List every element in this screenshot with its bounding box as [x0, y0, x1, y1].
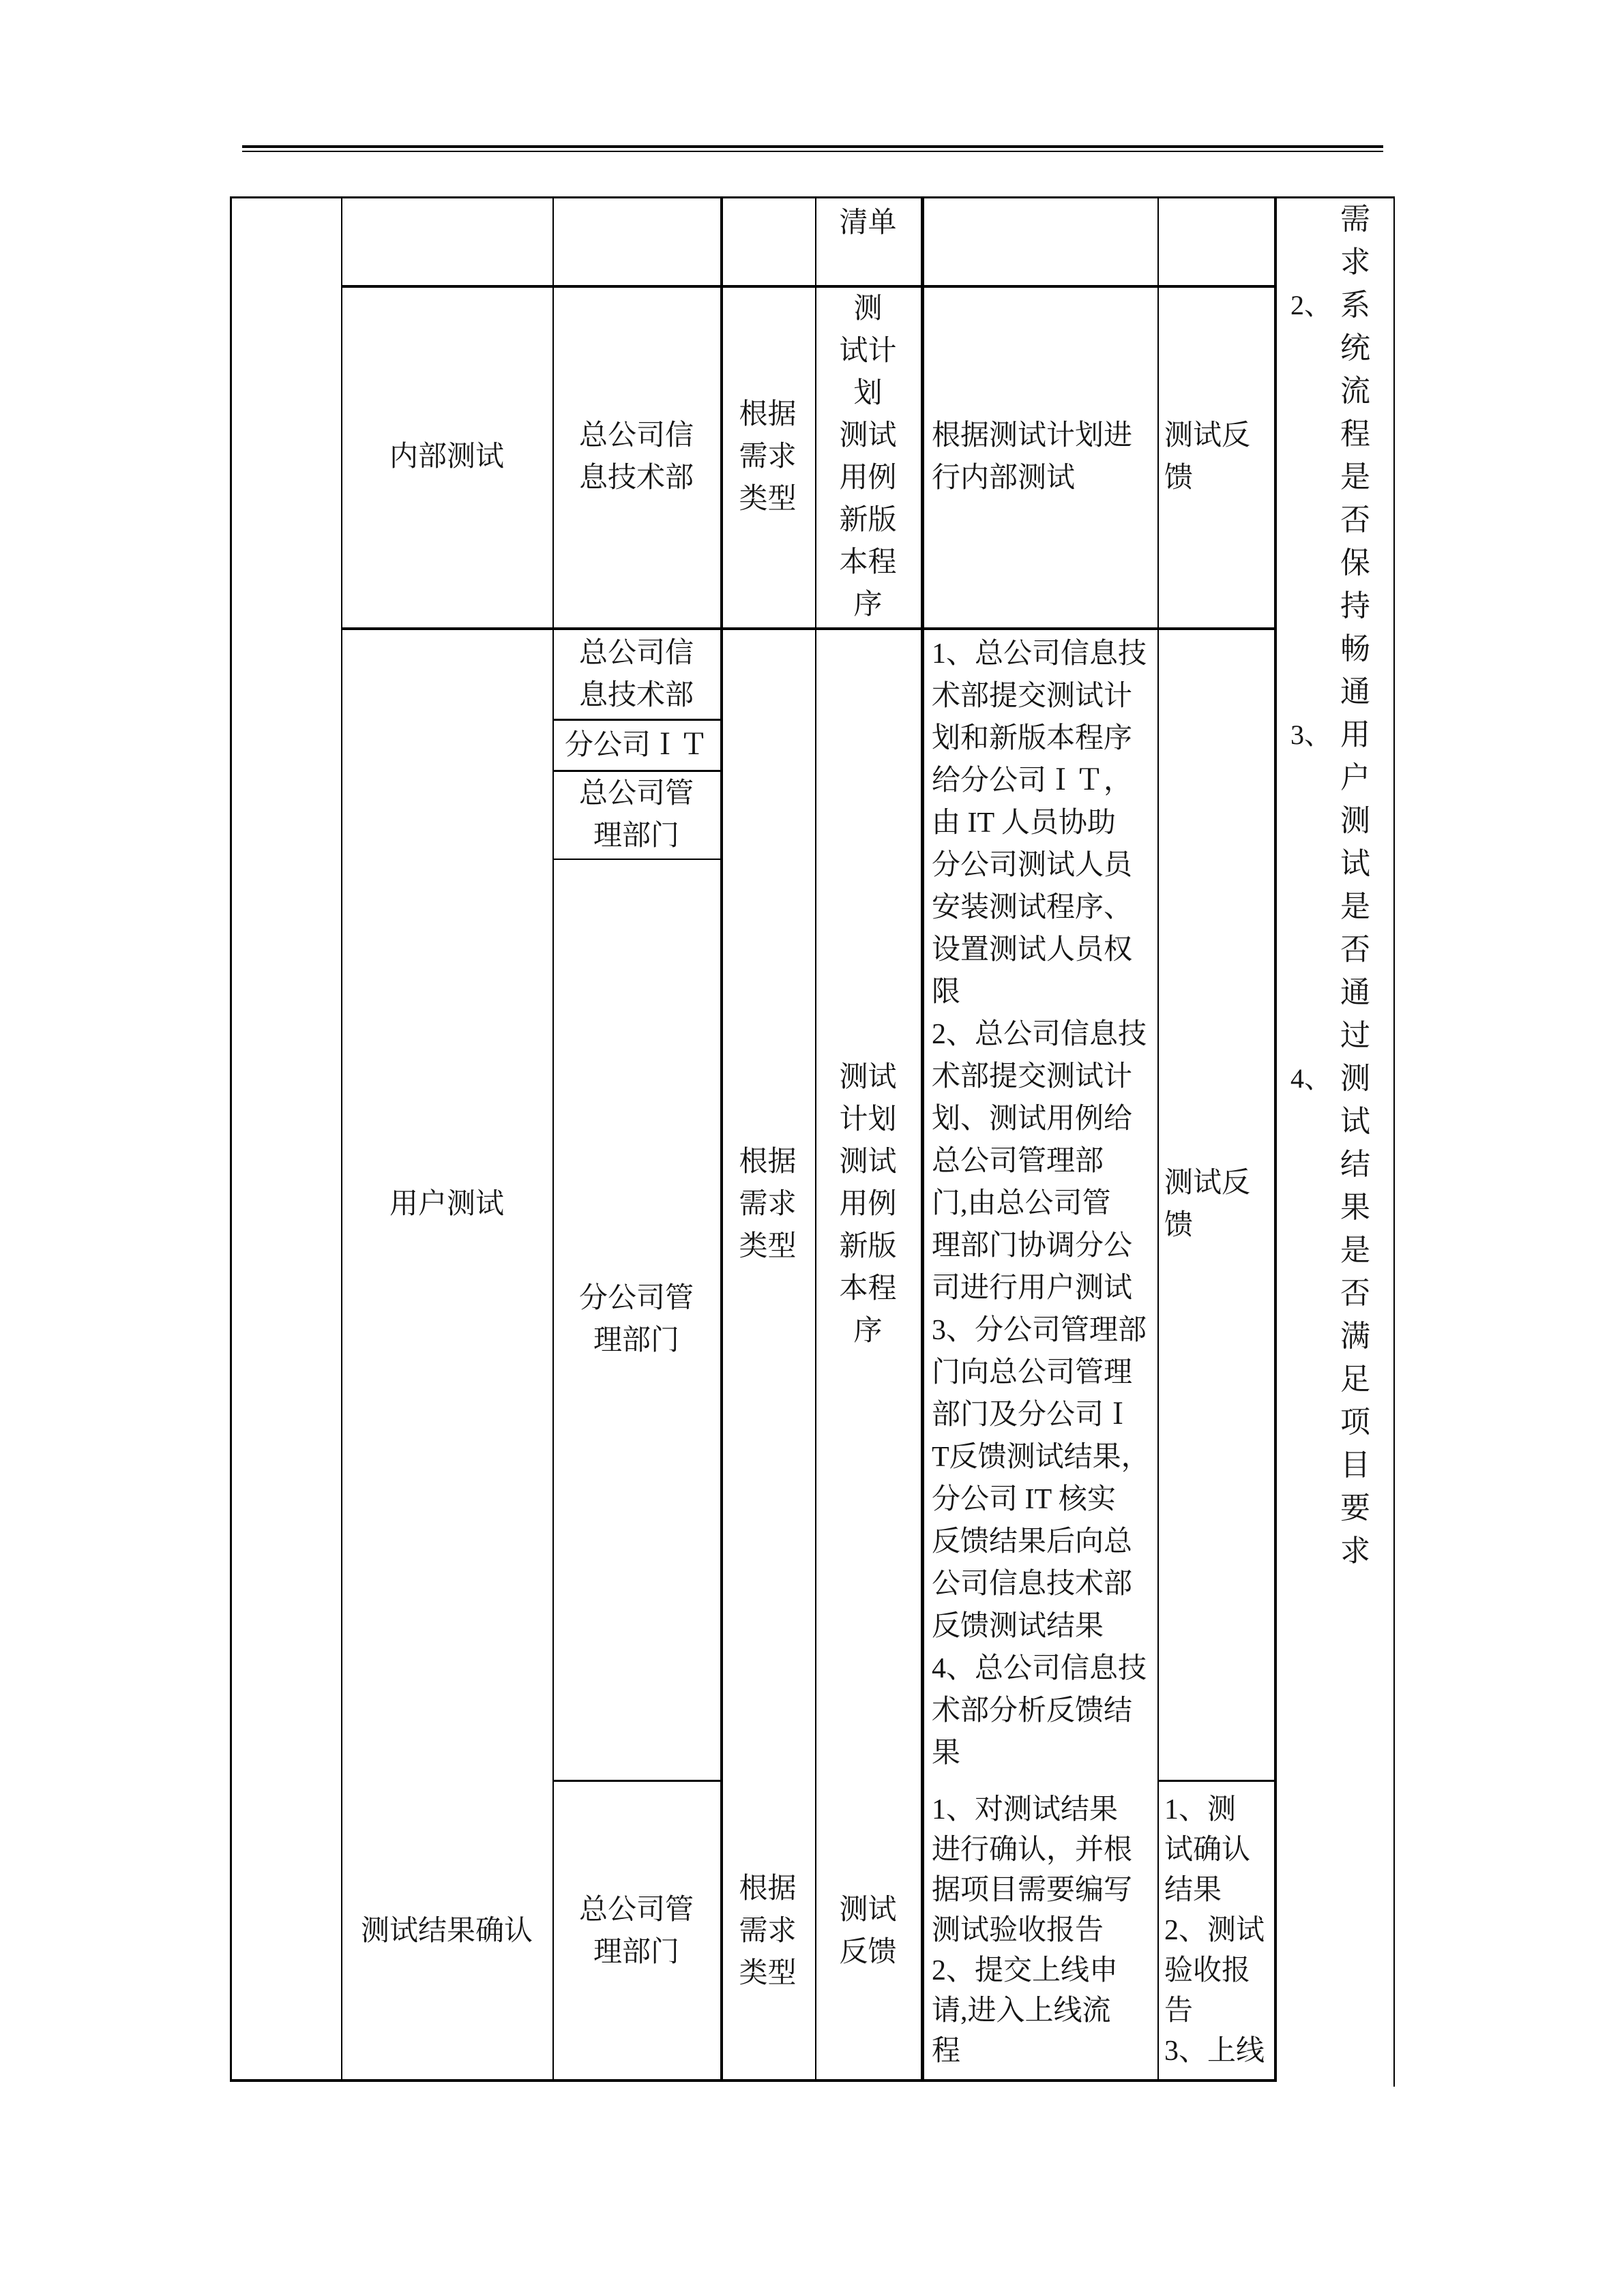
department-line: 息技术部: [578, 462, 694, 494]
output-line: 结果: [1164, 1875, 1222, 1906]
checkpoint-line: [1277, 1186, 1393, 1229]
checkpoint-line: [1277, 1014, 1393, 1057]
input-line: 本程: [839, 1273, 897, 1304]
output-line: 馈: [1164, 1210, 1194, 1241]
description-line: 术部提交测试计: [932, 1061, 1133, 1092]
description-line: 门向总公司管理: [932, 1357, 1133, 1388]
output-line: 1、测: [1164, 1794, 1237, 1825]
checkpoint-char: 通: [1340, 675, 1370, 709]
description-line: 请,进入上线流: [932, 1995, 1111, 2027]
description-line: 进行确认，并根: [932, 1834, 1133, 1866]
checkpoint-char: 畅: [1340, 632, 1370, 666]
checkpoint-char: 目: [1340, 1448, 1370, 1482]
checkpoint-line: [1277, 1057, 1393, 1100]
description-line: 果: [932, 1738, 961, 1769]
cell-department-user-test-hq-it: [554, 630, 719, 719]
description-line: 限: [932, 976, 961, 1008]
checkpoint-char: 结: [1340, 1148, 1370, 1181]
input-line: 计划: [839, 1104, 897, 1135]
description-line: 安装测试程序、: [932, 892, 1133, 923]
checkpoint-char: 足: [1340, 1362, 1370, 1396]
cell-department-user-test-branch-it: [554, 721, 719, 769]
grid-line: [1393, 196, 1395, 2087]
department-line: 总公司管: [578, 1894, 694, 1926]
department-line: 总公司信: [578, 638, 694, 669]
input-line: 序: [853, 1315, 883, 1347]
cell-input-result-confirm: [816, 1783, 919, 2079]
checkpoint-line: [1277, 627, 1393, 670]
basis-line: 类型: [739, 1957, 797, 1989]
department-line: 分公司管: [578, 1283, 694, 1314]
cell-basis-user-test: [722, 630, 814, 1778]
description-line: 1、总公司信息技: [932, 638, 1147, 670]
input-line: 试计: [839, 336, 897, 367]
description-line: 行内部测试: [932, 462, 1076, 494]
checkpoint-line: [1277, 799, 1393, 842]
output-line: 验收报: [1164, 1955, 1251, 1986]
cell-department-user-test-hq-mgmt: [554, 772, 719, 858]
description-line: 反馈测试结果: [932, 1611, 1104, 1642]
input-line: 划: [853, 378, 883, 409]
cell-basis-internal-test: [722, 288, 814, 626]
checkpoint-char: 试: [1340, 847, 1370, 880]
checkpoint-char: 通: [1340, 976, 1370, 1009]
checkpoint-line: [1277, 327, 1393, 370]
department-line: 理部门: [593, 1936, 679, 1968]
department-line: 分公司ＩＴ: [564, 730, 708, 761]
cell-description-internal-test: [924, 288, 1155, 626]
checkpoint-char: 用: [1340, 718, 1370, 751]
checkpoint-char: 流: [1340, 374, 1370, 408]
description-line: 总公司管理部: [932, 1146, 1104, 1177]
cell-output-result-confirm: [1159, 1783, 1273, 2079]
description-line: 门,由总公司管: [932, 1188, 1111, 1219]
checkpoint-number: 3、: [1290, 719, 1331, 750]
checkpoint-line: [1277, 198, 1393, 241]
checkpoint-number: 4、: [1290, 1063, 1331, 1094]
checkpoint-char: 求: [1340, 245, 1370, 279]
checkpoint-line: [1277, 241, 1393, 284]
description-line: 部门及分公司Ｉ: [932, 1399, 1133, 1431]
checkpoint-char: 过: [1340, 1019, 1370, 1052]
checkpoint-line: [1277, 1401, 1393, 1444]
description-line: 司进行用户测试: [932, 1272, 1133, 1304]
cell-step-user-test: [342, 630, 551, 1778]
description-line: 分公司 IT 核实: [932, 1484, 1116, 1515]
checkpoint-line: [1277, 541, 1393, 584]
description-line: 设置测试人员权: [932, 934, 1133, 966]
checkpoint-char: 试: [1340, 1105, 1370, 1138]
checkpoint-line: [1277, 370, 1393, 413]
checkpoint-line: [1277, 971, 1393, 1014]
basis-line: 类型: [739, 483, 797, 515]
cell-basis-result-confirm: [722, 1783, 814, 2079]
cell-department-result-confirm: [554, 1783, 719, 2079]
output-line: 馈: [1164, 462, 1194, 494]
description-line: 据项目需要编写: [932, 1875, 1133, 1906]
description-line: 分公司测试人员: [932, 850, 1133, 881]
grid-line: [230, 196, 232, 2082]
basis-line: 根据: [739, 1146, 797, 1178]
description-line: 测试验收报告: [932, 1915, 1104, 1946]
checkpoint-char: 统: [1340, 331, 1370, 365]
grid-line: [552, 859, 722, 860]
description-line: 由 IT 人员协助: [932, 807, 1116, 839]
checkpoint-line: [1277, 413, 1393, 456]
description-line: 术部提交测试计: [932, 681, 1133, 712]
cell-description-result-confirm: [924, 1783, 1155, 2079]
description-line: 根据测试计划进: [932, 420, 1133, 451]
description-line: 3、分公司管理部: [932, 1315, 1147, 1346]
description-line: 公司信息技术部: [932, 1568, 1133, 1600]
checkpoint-char: 系: [1340, 288, 1370, 322]
checkpoint-char: 求: [1340, 1534, 1370, 1568]
cell-department-internal-test: [554, 288, 719, 626]
cell-step-internal-test: [342, 288, 551, 626]
checkpoint-char: 项: [1340, 1405, 1370, 1439]
department-line: 总公司信: [578, 420, 694, 451]
checkpoint-line: [1277, 584, 1393, 627]
description-line: 2、提交上线申: [932, 1955, 1119, 1986]
checkpoint-char: 保: [1340, 546, 1370, 580]
input-line: 测试: [839, 420, 897, 451]
checkpoint-line: [1277, 1100, 1393, 1143]
input-line: 新版: [839, 1231, 897, 1262]
description-line: 4、总公司信息技: [932, 1653, 1147, 1684]
checkpoint-line: [1277, 1272, 1393, 1315]
cell-input-user-test: [816, 630, 919, 1778]
checkpoint-char: 否: [1340, 503, 1370, 537]
input-line: 反馈: [839, 1936, 897, 1968]
input-line: 用例: [839, 462, 897, 494]
checkpoint-line: [1277, 1229, 1393, 1272]
checkpoint-char: 需: [1340, 203, 1370, 236]
department-line: 总公司管: [578, 778, 694, 809]
checkpoint-line: [1277, 284, 1393, 327]
input-line: 测: [853, 293, 883, 325]
cell-department-user-test-branch-mgmt: [554, 861, 719, 1778]
checkpoint-char: 测: [1340, 1062, 1370, 1095]
output-line: 测试反: [1164, 1167, 1251, 1199]
checkpoint-line: [1277, 756, 1393, 799]
cell-input-internal-test: [816, 288, 919, 626]
checkpoint-char: 否: [1340, 1277, 1370, 1310]
basis-line: 需求: [739, 1915, 797, 1947]
checkpoint-char: 满: [1340, 1320, 1370, 1353]
grid-line: [552, 1780, 722, 1782]
checkpoint-line: [1277, 1487, 1393, 1530]
basis-line: 类型: [739, 1231, 797, 1262]
checkpoint-line: [1277, 456, 1393, 498]
checkpoint-line: [1277, 1143, 1393, 1186]
checkpoint-line: [1277, 498, 1393, 541]
checkpoint-line: [1277, 1444, 1393, 1487]
checkpoint-char: 否: [1340, 933, 1370, 966]
checkpoint-char: 持: [1340, 589, 1370, 623]
checkpoint-char: 程: [1340, 417, 1370, 451]
description-line: 给分公司ＩＴ，: [932, 765, 1133, 796]
checkpoint-char: 要: [1340, 1491, 1370, 1525]
input-line: 序: [853, 589, 883, 621]
description-line: 理部门协调分公: [932, 1230, 1133, 1262]
description-line: 划和新版本程序: [932, 723, 1133, 754]
department-line: 理部门: [593, 820, 679, 852]
basis-line: 需求: [739, 441, 797, 473]
step-label: 用户测试: [389, 1189, 504, 1220]
checkpoint-line: [1277, 713, 1393, 756]
checkpoint-line: [1277, 842, 1393, 885]
cell-output-user-test: [1159, 630, 1273, 1778]
grid-line: [230, 196, 1395, 198]
basis-line: 需求: [739, 1189, 797, 1220]
checkpoint-char: 测: [1340, 804, 1370, 837]
description-line: 划、测试用例给: [932, 1103, 1133, 1135]
header-rule-thin: [242, 151, 1383, 152]
checkpoint-char: 是: [1340, 1234, 1370, 1267]
grid-line: [552, 719, 722, 721]
input-line: 测试: [839, 1146, 897, 1178]
input-line: 本程: [839, 547, 897, 578]
step-label: 测试结果确认: [360, 1915, 533, 1947]
description-line: 1、对测试结果: [932, 1794, 1119, 1825]
output-line: 测试反: [1164, 420, 1251, 451]
output-line: 告: [1164, 1995, 1194, 2027]
input-line: 用例: [839, 1189, 897, 1220]
checkpoint-line: [1277, 1530, 1393, 1572]
department-line: 理部门: [593, 1325, 679, 1356]
grid-line: [1157, 1780, 1275, 1782]
checkpoint-char: 果: [1340, 1191, 1370, 1224]
department-line: 息技术部: [578, 680, 694, 711]
checkpoint-line: [1277, 670, 1393, 713]
description-line: 2、总公司信息技: [932, 1019, 1147, 1050]
output-line: 3、上线: [1164, 2036, 1265, 2067]
output-line: 试确认: [1164, 1834, 1251, 1866]
description-line: T反馈测试结果，: [932, 1442, 1150, 1473]
cell-description-user-test: [924, 633, 1155, 1778]
grid-line: [230, 2079, 1275, 2082]
description-line: 术部分析反馈结: [932, 1695, 1133, 1727]
checkpoint-line: [1277, 1358, 1393, 1401]
checkpoint-line: [1277, 1315, 1393, 1358]
description-line: 反馈结果后向总: [932, 1526, 1133, 1557]
output-line: 2、测试: [1164, 1915, 1265, 1946]
checkpoint-line: [1277, 928, 1393, 971]
cell-step-result-confirm: [342, 1783, 551, 2079]
checkpoint-char: 是: [1340, 890, 1370, 923]
step-label: 内部测试: [389, 441, 504, 473]
header-rule-thick: [242, 145, 1383, 148]
checkpoint-number: 2、: [1290, 290, 1331, 320]
input-line: 新版: [839, 505, 897, 536]
cell-carryover-deliverable: [816, 202, 919, 282]
input-line: 测试: [839, 1062, 897, 1093]
checkpoint-line: [1277, 885, 1393, 928]
basis-line: 根据: [739, 399, 797, 430]
checkpoint-char: 是: [1340, 460, 1370, 494]
checkpoint-char: 户: [1340, 761, 1370, 794]
cell-checkpoint-notes: [1277, 198, 1393, 2079]
carryover-deliverable-text: 清单: [839, 207, 897, 239]
basis-line: 根据: [739, 1873, 797, 1905]
input-line: 测试: [839, 1894, 897, 1926]
cell-output-internal-test: [1159, 288, 1273, 626]
description-line: 程: [932, 2036, 961, 2067]
